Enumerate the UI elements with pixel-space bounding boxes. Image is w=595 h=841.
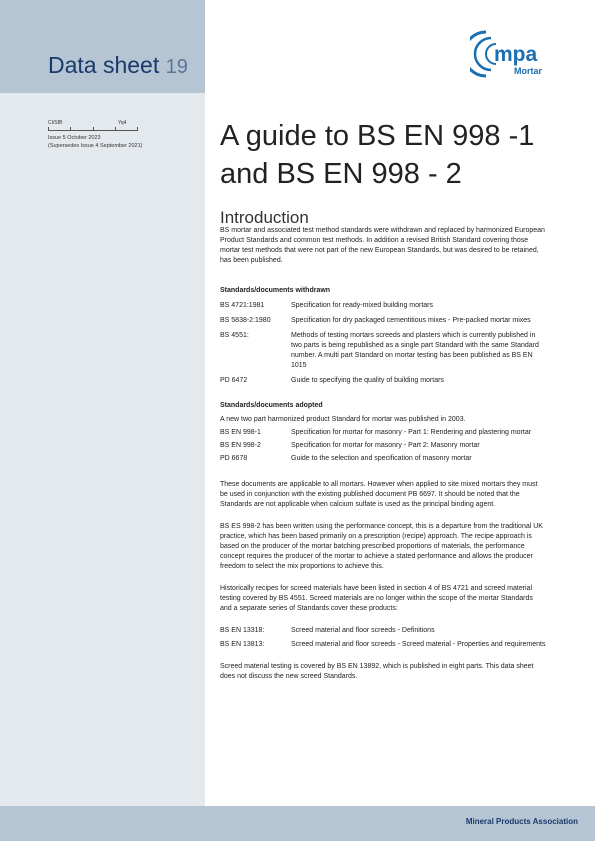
footer-band — [0, 806, 595, 841]
tick-mark — [93, 127, 94, 131]
tick-mark — [70, 127, 71, 131]
body-paragraph: BS ES 998-2 has been written using the performance concept, this is a departure from the traditional UK practice, which has been based primarily on a prescription (recipe) approach. The recipe approach is based on the producer of the mortar batching prescribed proportions of materials, the performance concept requires the producer of the mortar to achieve a stated performance and allows the producer freedom to select the mix proportions to achieve this. — [220, 523, 543, 570]
cisfb-label: CI/SfB — [48, 120, 63, 126]
supersedes-line: (Supersedes Issue 4 September 2021) — [48, 143, 143, 149]
issue-info — [48, 134, 142, 150]
screed-row: BS EN 13813: Screed material and floor screeds - Screed material - Properties and requirements — [220, 641, 546, 648]
main-content — [220, 226, 546, 682]
withdrawn-row: PD 6472 Guide to specifying the quality of building mortars — [220, 377, 444, 384]
body-paragraph: These documents are applicable to all mortars. However when applied to site mixed mortars they must be used in conjunction with the existing published document PB 6697. It should be noted that the Standards are not applicable when calcium sulfate is used as the principal binding agent. — [220, 481, 538, 508]
tick-mark — [137, 127, 138, 131]
adopted-row: BS EN 998-2 Specification for mortar for masonry - Part 2: Masonry mortar — [220, 442, 480, 449]
classification-box — [48, 120, 138, 131]
page-title: A guide to BS EN 998 -1 and BS EN 998 - 2 — [220, 120, 535, 190]
footer-organization: Mineral Products Association — [465, 817, 578, 826]
intro-heading: Introduction — [220, 208, 309, 227]
tick-mark — [115, 127, 116, 131]
withdrawn-row: BS 5838-2:1980 Specification for dry packaged cementitious mixes - Pre-packed mortar mixes — [220, 317, 531, 324]
issue-line: Issue 5 October 2023 — [48, 135, 101, 141]
logo-subtitle: Mortar — [514, 66, 543, 76]
adopted-heading: Standards/documents adopted — [220, 402, 323, 409]
intro-paragraph: BS mortar and associated test method standards were withdrawn and replaced by harmonized European Product Standards and common test methods. In addition a revised British Standard covering those mortar test methods that were not part of the new European Standards, but was desired to be retained, has been published. — [220, 227, 545, 264]
withdrawn-row: BS 4551: Methods of testing mortars screeds and plasters which is currently published in two parts is being republished as a single part Standard with the same Standard number. A multi part Standard on mortar testing has been published as BS EN 1015 — [220, 332, 539, 369]
logo-name: mpa — [494, 43, 538, 66]
adopted-intro: A new two part harmonized product Standard for mortar was published in 2003. — [220, 416, 466, 423]
tick-mark — [48, 127, 49, 131]
header-band — [0, 0, 205, 93]
withdrawn-heading: Standards/documents withdrawn — [220, 287, 331, 294]
withdrawn-row: BS 4721:1981 Specification for ready-mixed building mortars — [220, 302, 434, 309]
data-sheet-number: 19 — [165, 56, 188, 78]
adopted-row: BS EN 998-1 Specification for mortar for masonry - Part 1: Rendering and plastering mortar — [220, 429, 532, 436]
data-sheet-title — [48, 54, 188, 77]
screed-row: BS EN 13318: Screed material and floor screeds - Definitions — [220, 627, 435, 634]
data-sheet-label: Data sheet — [48, 52, 160, 78]
classification-code: Yq4 — [118, 120, 127, 126]
adopted-row: PD 6678 Guide to the selection and specification of masonry mortar — [220, 455, 472, 462]
body-paragraph: Historically recipes for screed materials have been listed in section 4 of BS 4721 and screed material testing covered by BS 4551. Screed materials are no longer within the scope of the mortar Standards and a separate series of Standards cover these products: — [220, 585, 533, 612]
body-paragraph: Screed material testing is covered by BS EN 13892, which is published in eight parts. This data sheet does not discuss the new screed Standards. — [220, 663, 534, 680]
